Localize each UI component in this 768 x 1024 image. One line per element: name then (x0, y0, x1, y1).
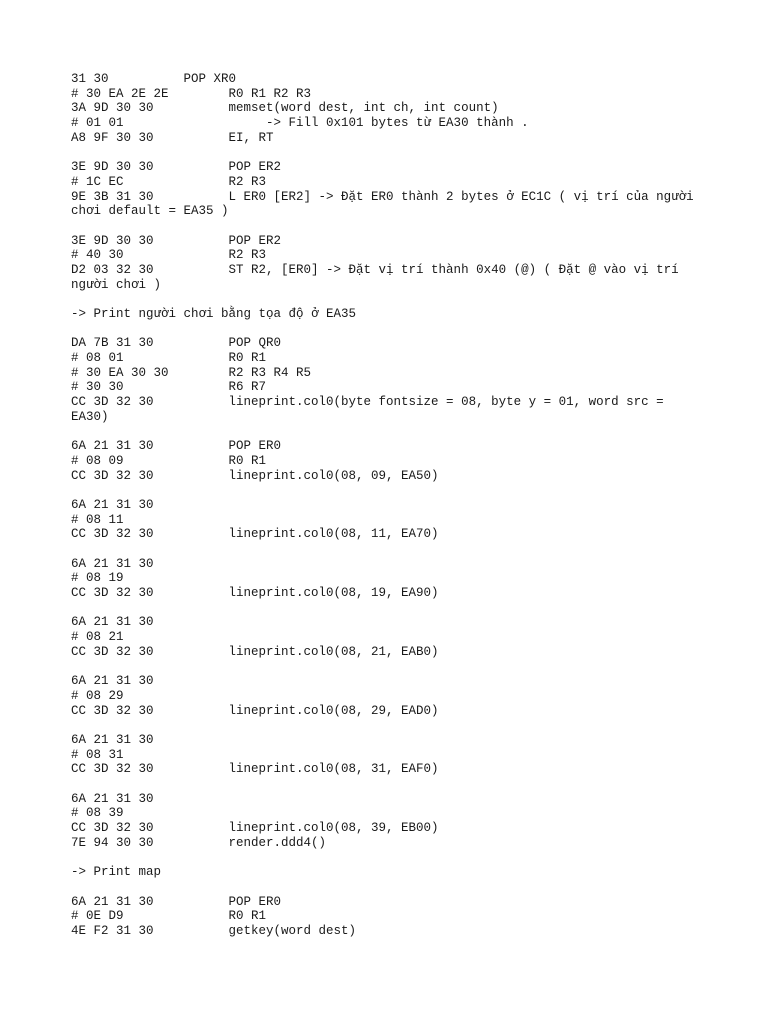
blank-line (71, 542, 711, 557)
code-line: # 08 09 R0 R1 (71, 453, 267, 468)
code-line: 31 30 POP XR0 (71, 72, 237, 86)
code-line: # 30 EA 30 30 R2 R3 R4 R5 (71, 365, 312, 380)
blank-line (71, 777, 711, 792)
code-line: # 1C EC R2 R3 (71, 174, 267, 189)
code-line: A8 9F 30 30 EI, RT (71, 130, 274, 145)
code-line: CC 3D 32 30 lineprint.col0(08, 09, EA50) (71, 468, 439, 483)
blank-line (71, 880, 711, 895)
code-line: CC 3D 32 30 lineprint.col0(08, 29, EAD0) (71, 703, 439, 718)
code-line: # 08 19 (71, 571, 124, 586)
code-line: 6A 21 31 30 (71, 791, 154, 806)
code-line: -> Print map (71, 865, 162, 880)
code-line: 6A 21 31 30 (71, 732, 154, 747)
code-line: # 30 30 R6 R7 (71, 380, 267, 395)
code-line: 7E 94 30 30 render.ddd4() (71, 835, 327, 850)
code-line: 4E F2 31 30 getkey(word dest) (71, 923, 357, 938)
code-line: 6A 21 31 30 (71, 497, 154, 512)
code-line: # 08 21 (71, 630, 124, 645)
code-line: # 08 11 (71, 512, 124, 527)
code-line: # 40 30 R2 R3 (71, 248, 267, 263)
code-line: 9E 3B 31 30 L ER0 [ER2] -> Đặt ER0 thành 2 bytes ở EC1C ( vị trí của người (71, 189, 694, 204)
code-line: # 30 EA 2E 2E R0 R1 R2 R3 (71, 86, 312, 101)
code-line: 6A 21 31 30 (71, 674, 154, 689)
code-line: CC 3D 32 30 lineprint.col0(08, 21, EAB0) (71, 644, 439, 659)
blank-line (71, 483, 711, 498)
blank-line (71, 425, 711, 440)
code-line: # 08 31 (71, 747, 124, 762)
code-line: CC 3D 32 30 lineprint.col0(byte fontsize = 08, byte y = 01, word src = (71, 395, 664, 410)
code-line: # 08 39 (71, 806, 124, 821)
code-line: # 0E D9 R0 R1 (71, 909, 267, 924)
code-line: -> Print người chơi bằng tọa độ ở EA35 (71, 307, 357, 321)
code-line: # 01 01 -> Fill 0x101 bytes từ EA30 thành . (71, 116, 529, 131)
blank-line (71, 850, 711, 865)
code-line: EA30) (71, 409, 109, 424)
code-line: 3A 9D 30 30 memset(word dest, int ch, int count) (71, 101, 499, 116)
code-line: CC 3D 32 30 lineprint.col0(08, 31, EAF0) (71, 762, 439, 777)
code-listing (71, 72, 711, 939)
code-line: 3E 9D 30 30 POP ER2 (71, 160, 282, 175)
code-line: CC 3D 32 30 lineprint.col0(08, 11, EA70) (71, 527, 439, 542)
blank-line (71, 219, 711, 234)
blank-line (71, 322, 711, 337)
code-line: # 08 29 (71, 688, 124, 703)
code-line: chơi default = EA35 ) (71, 204, 229, 219)
code-line: 6A 21 31 30 (71, 556, 154, 571)
code-line: 6A 21 31 30 POP ER0 (71, 439, 282, 454)
code-line: 3E 9D 30 30 POP ER2 (71, 233, 282, 248)
code-line: 6A 21 31 30 POP ER0 (71, 894, 282, 909)
code-line: người chơi ) (71, 277, 162, 292)
blank-line (71, 292, 711, 307)
code-line: # 08 01 R0 R1 (71, 351, 267, 366)
blank-line (71, 660, 711, 675)
blank-line (71, 718, 711, 733)
code-line: CC 3D 32 30 lineprint.col0(08, 19, EA90) (71, 586, 439, 601)
blank-line (71, 601, 711, 616)
blank-line (71, 145, 711, 160)
code-line: DA 7B 31 30 POP QR0 (71, 336, 282, 351)
code-line: D2 03 32 30 ST R2, [ER0] -> Đặt vị trí thành 0x40 (@) ( Đặt @ vào vị trí (71, 262, 679, 277)
code-line: 6A 21 31 30 (71, 615, 154, 630)
code-line: CC 3D 32 30 lineprint.col0(08, 39, EB00) (71, 821, 439, 836)
